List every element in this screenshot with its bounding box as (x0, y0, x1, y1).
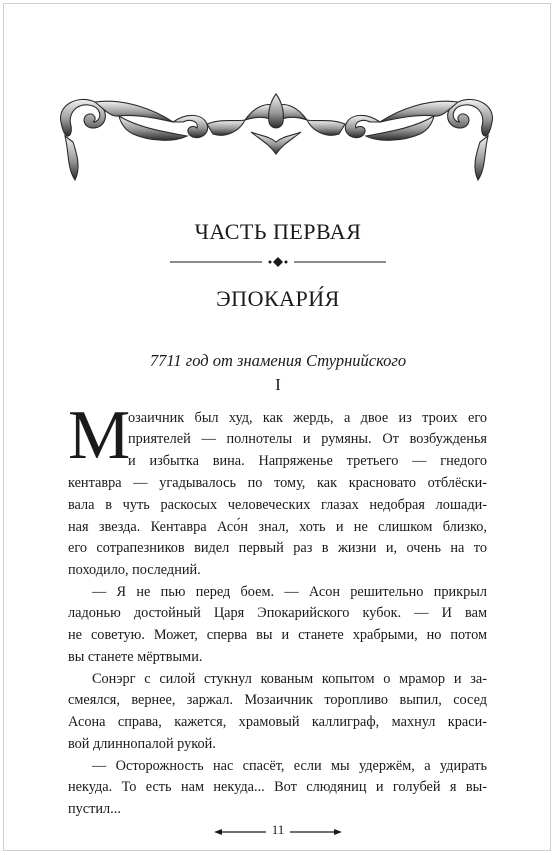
text-line: походило, последний. (68, 562, 201, 578)
drop-cap: М (68, 397, 131, 474)
text-line: кентавра — угадывалось по тому, как красновато отблёски- (68, 475, 487, 491)
era-subtitle: 7711 год от знамения Стурнийского (149, 351, 407, 370)
text-line: вала в чуть раскосых человеческих глазах недобрая лошади- (68, 497, 487, 513)
title-divider-icon (170, 257, 386, 267)
text-line: вой длиннопалой рукой. (68, 736, 216, 752)
text-line: пустил... (68, 801, 121, 817)
ornament-header-icon (55, 92, 498, 190)
part-title: ЧАСТЬ ПЕРВАЯ (194, 219, 362, 244)
text-line: не советую. Может, сперва вы и станете храбрыми, но потом (68, 627, 487, 643)
text-line: и избытка вина. Напряженье третьего — гнедого (128, 453, 487, 469)
text-line: некуда. То есть нам некуда... Вот слюдяниц и голубей я вы- (68, 779, 487, 795)
text-line: ная звезда. Кентавра Асо́н знал, хоть и не слишком близко, (68, 519, 487, 535)
text-line: — Я не пью перед боем. — Асон решительно прикрыл (92, 584, 487, 600)
text-line: озаичник был худ, как жердь, а двое из троих его (128, 410, 487, 426)
text-line: его сотрапезников видел первый раз в жизни и, очень на то (68, 540, 487, 556)
page-number: 11 (271, 822, 285, 837)
text-line: — Осторожность нас спасёт, если мы удержём, а удирать (92, 758, 487, 774)
text-line: ладонью достойный Царя Эпокарийского кубок. — И вам (68, 605, 487, 621)
chapter-title: ЭПОКАРИ́Я (216, 286, 340, 311)
text-line: Сонэрг с силой стукнул кованым копытом о мрамор и за- (92, 671, 487, 687)
text-line: Асона справа, кажется, храмовый каллиграф, махнул краси- (68, 714, 487, 730)
text-line: смеялся, вернее, заржал. Мозаичник торопливо выпил, сосед (68, 692, 487, 708)
text-line: вы станете мёртвыми. (68, 649, 203, 665)
text-line: приятелей — полнотелы и румяны. От возбужденья (128, 431, 487, 447)
section-number: I (275, 375, 281, 394)
